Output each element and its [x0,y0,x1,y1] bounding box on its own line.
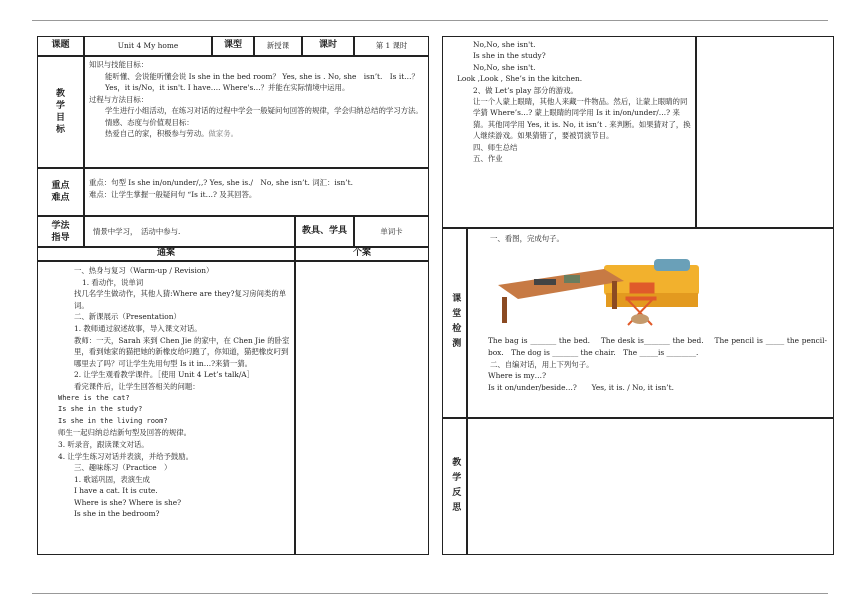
type-value: 新授课 [254,36,302,56]
plan-line: 一、热身与复习（Warm-up / Revision） [74,266,214,275]
topic-label: 课题 [37,36,84,56]
check-sentences: The bag is _______ the bed. The desk is_______ the bed. The pencil is _____ the pencil-box. The dog is _______ the chair. The _____is ________. [488,335,827,357]
desk-leg [612,281,617,309]
plan-line: 1. 歌谣巩固，表演生成 [74,474,150,484]
desk [498,269,624,299]
period-value: 第 1 课时 [354,36,429,56]
plan-common-header: 通案 [37,247,295,261]
reflection-label: 教 学 反 思 [442,418,467,555]
plan-individual-notes [295,261,429,555]
check-title: 一、看图，完成句子。 [490,234,564,243]
plan-line: No,No, she isn't. [473,40,536,49]
desk-leg [502,297,507,323]
tools-label: 教具、学具 [295,216,354,247]
plan-individual-header: 个案 [295,247,429,261]
plan-continued [442,36,696,228]
key-points-label: 重点 难点 [37,168,84,216]
check-sub-title: 二、自编对话，用上下列句子。 [490,359,594,369]
type-label: 课型 [212,36,254,56]
plan-line: 4. 让学生练习对话并表演，并给予鼓励。 [58,451,194,461]
bottom-rule [32,593,828,594]
dialog-answer: Is it on/under/beside…? Yes, it is. / No, it isn’t. [488,382,674,392]
plan-line: 2、做 Let’s play 部分的游戏。 [473,85,578,95]
top-rule [32,20,828,21]
plan-line: 2. 让学生观看教学课件。［使用 Unit 4 Let’s talk/A］ [74,370,255,380]
key-points-content: 重点：句型 Is she in/on/under/,,? Yes, she is./ No, she isn’t. 词汇：isn’t. 难点：让学生掌握一般疑问句 “Is it…? 及其回答。 [84,168,429,216]
method-label: 学法 指导 [37,216,84,247]
plan-line: 四、师生总结 [473,142,518,152]
bedroom-illustration [494,247,704,327]
plan-line: Is she in the bedroom? [74,509,160,519]
plan-line: No,No, she isn't. [473,62,536,72]
plan-line: Is she in the study? [473,51,546,61]
plan-line: 找几名学生做动作，其他人猜:Where are they?复习房间类的单词。 [74,289,287,310]
dialog-question: Where is my…? [488,371,547,380]
plan-line: Is she in the living room? [58,416,168,425]
dog [631,314,649,324]
plan-line: 师生一起归纳总结新句型及回答的规律。 [58,428,192,438]
bag [564,275,580,283]
plan-line: Look ,Look , She’s in the kitchen. [457,74,583,84]
plan-line: 3. 听录音，跟读课文对话。 [58,439,149,449]
plan-line: I have a cat. It is cute. [74,486,158,496]
reflection-content [467,418,834,555]
plan-content [37,261,295,555]
check-content [467,228,834,418]
pencil-box [534,279,556,285]
plan-line: 教师：一天，Sarah 来到 Chen Jie 的家中，在 Chen Jie 的卧室里，看到她家的猫把她的新橡皮给叼跑了，你知道，猫把橡皮叼到哪里去了吗？可让学生先用句型 Is it in…?来猜一猜。 [74,335,290,368]
objectives-content: 知识与技能目标： 能听懂、会说能听懂会说 Is she in the bed room？ Yes, she is . No, she isn’t. Is it…？ Yes，it is/No，it isn't. I have…. Where's…？并能在实际情境中运用。 过程与方法目标： 学生进行小组活动，在练习对话的过程中学会一般疑问句回答的规律，学会归纳总结的学习方法。 情感、态度与价值观目标： 热爱自己的家，积极参与劳动。做家务。 [84,56,429,168]
plan-line: 五、作业 [473,154,503,164]
check-label: 课 堂 检 测 [442,228,467,418]
pillow [654,259,690,271]
plan-line: Is she in the study? [58,405,143,414]
tools-value: 单词卡 [354,216,429,247]
plan-line: 1. 看动作，说单词 [82,277,144,287]
plan-line: Where is she? Where is she? [74,497,182,507]
plan-line: 二、新课展示（Presentation） [74,312,181,322]
topic-value: Unit 4 My home [84,36,212,56]
plan-line: Where is the cat? [58,393,130,402]
plan-line: 让一个人蒙上眼睛，其他人来藏一件物品。然后，让蒙上眼睛的同学猜 Where’s…? 蒙上眼睛的同学用 Is it in/on/under/…? 来猜。其他同学用 Yes, it is. No, it isn’t . 来判断。如果猜对了，换人继续游戏。如果猜错了，要被罚演节目。 [473,97,691,141]
plan-line: 看完课件后，让学生回答相关的问题： [74,381,200,391]
objectives-label: 教 学 目 标 [37,56,84,168]
plan-continued-notes [696,36,834,228]
plan-line: 1. 教师通过叙述故事，导入课文对话。 [74,323,202,333]
method-value: 情景中学习， 活动中参与. [84,216,295,247]
period-label: 课时 [302,36,354,56]
plan-line: 三、趣味练习（Practice ） [74,463,172,473]
